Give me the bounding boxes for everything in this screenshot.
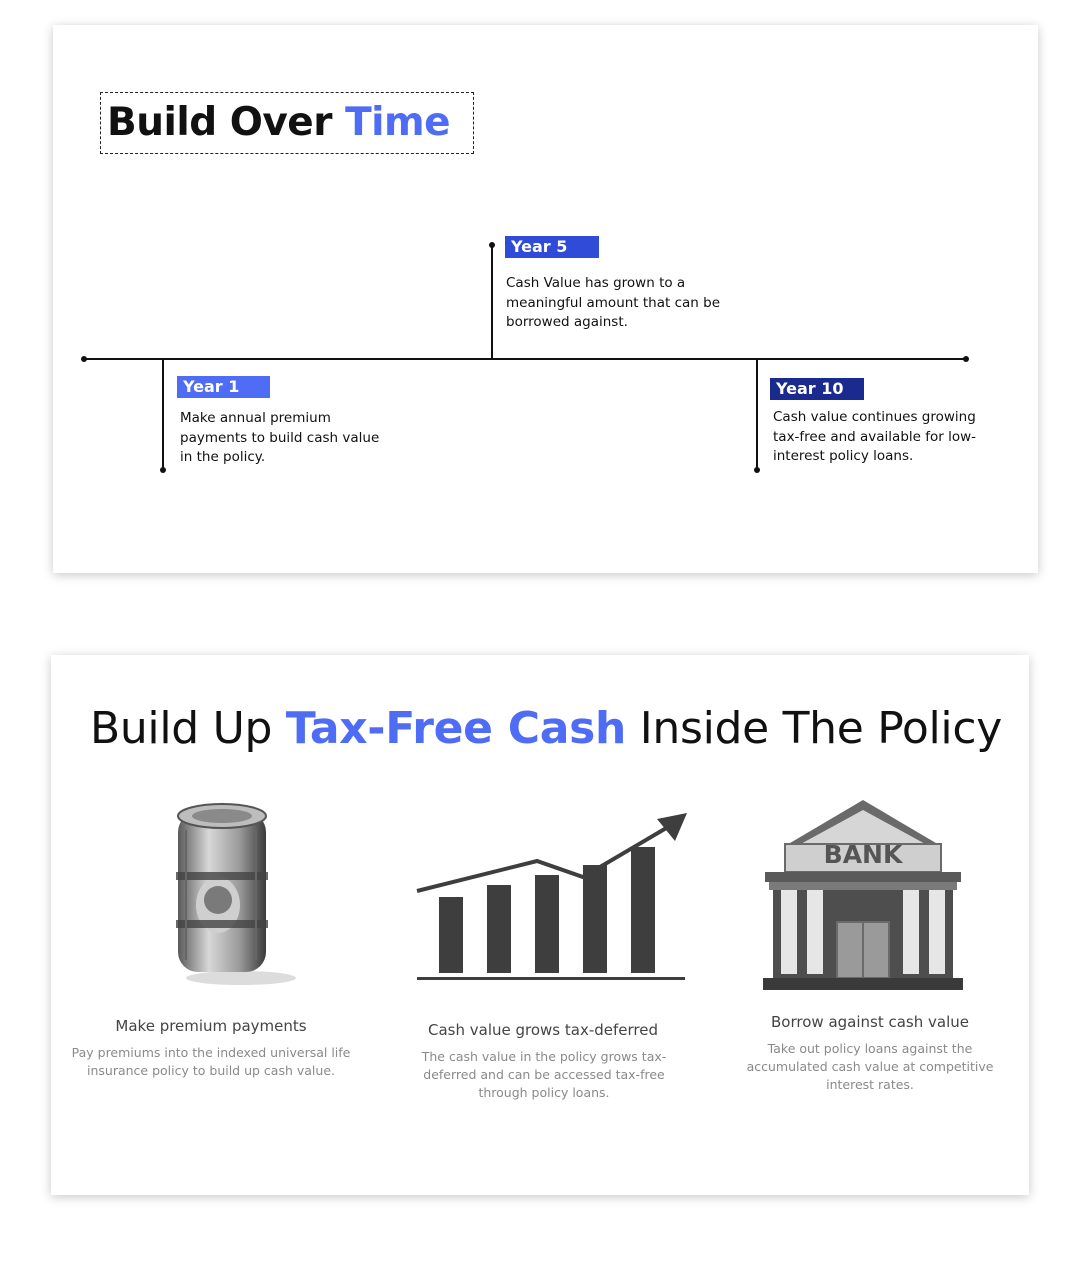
milestone-connector [162, 358, 164, 470]
milestone-description: Cash value continues growing tax-free and available for low-interest policy loans. [773, 409, 977, 464]
bank-icon [761, 798, 966, 993]
title-accent: Time [345, 100, 451, 145]
bank-sign: BANK [823, 840, 903, 869]
title-text: Build Over [107, 100, 346, 145]
growth-chart-icon [413, 807, 693, 987]
milestone-description: Cash Value has grown to a meaningful amount that can be borrowed against. [506, 275, 721, 330]
timeline-start-dot [81, 356, 87, 362]
milestone-tag-year-10: Year 10 [770, 378, 864, 400]
cash-value-slide [51, 655, 1029, 1195]
column-title: Borrow against cash value [771, 1013, 969, 1031]
milestone-tag-year-1: Year 1 [177, 376, 270, 398]
milestone-dot [160, 467, 166, 473]
slide-title [51, 703, 1029, 754]
slide-title [100, 92, 474, 154]
money-roll-icon [166, 800, 306, 990]
column-description: The cash value in the policy grows tax-deferred and can be accessed tax-free through policy loans. [421, 1049, 667, 1100]
milestone-dot [754, 467, 760, 473]
milestone-connector [491, 245, 493, 359]
milestone-tag-year-5: Year 5 [505, 236, 599, 258]
column-description: Pay premiums into the indexed universal life insurance policy to build up cash value. [71, 1045, 351, 1078]
column-title: Make premium payments [115, 1017, 307, 1035]
milestone-dot [489, 242, 495, 248]
column-title: Cash value grows tax-deferred [428, 1021, 658, 1039]
timeline-end-dot [963, 356, 969, 362]
title-accent: Tax-Free Cash [285, 703, 627, 754]
title-text: Build Up [89, 703, 286, 754]
column-description: Take out policy loans against the accumulated cash value at competitive interest rates. [746, 1041, 994, 1092]
milestone-description: Make annual premium payments to build cash value in the policy. [180, 410, 380, 465]
title-text: Inside The Policy [626, 703, 1002, 754]
timeline-axis [84, 358, 967, 360]
timeline-slide [53, 25, 1038, 573]
milestone-connector [756, 358, 758, 470]
